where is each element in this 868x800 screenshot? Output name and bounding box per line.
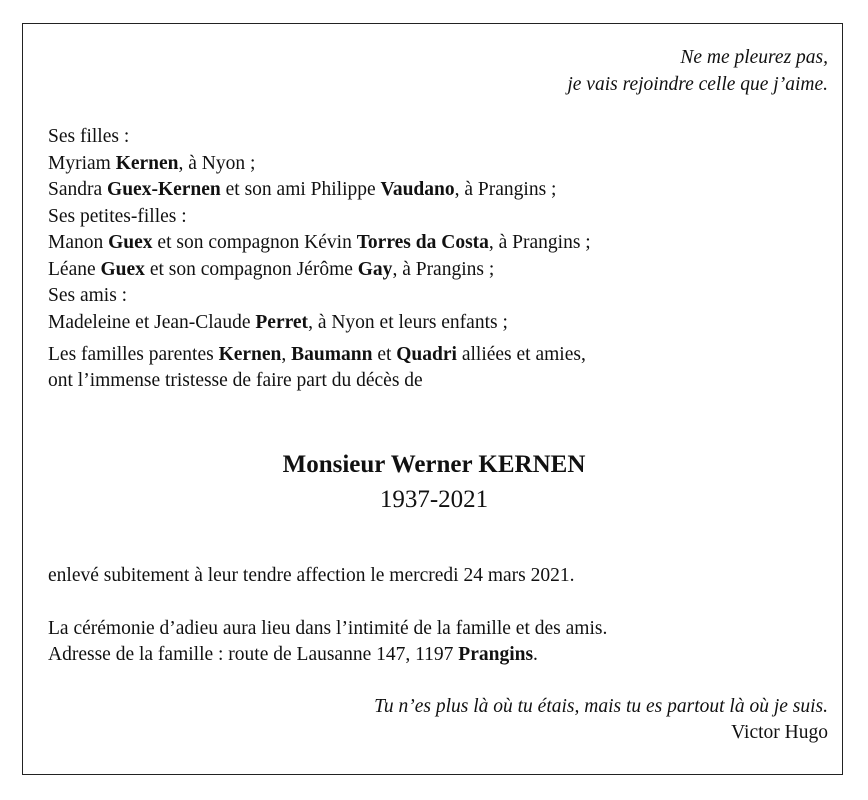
family-line	[48, 310, 508, 336]
text-segment: alliées et amies,	[456, 344, 586, 365]
family-line	[48, 151, 255, 177]
closing-quote: Tu n’es plus là où tu étais, mais tu es partout là où je suis.	[374, 696, 828, 717]
family-line	[48, 257, 494, 283]
bold-name: Guex-Kernen	[107, 179, 221, 200]
text-segment: Ses amis :	[48, 285, 128, 306]
bold-name: Prangins	[458, 644, 534, 665]
text-segment: Madeleine et Jean-Claude	[48, 312, 256, 333]
deceased-name: Monsieur Werner KERNEN	[282, 451, 586, 478]
family-line	[48, 177, 556, 203]
bold-name: Torres da Costa	[356, 232, 489, 253]
epigraph-line-2: je vais rejoindre celle que j’aime.	[567, 74, 828, 95]
bold-name: Kernen	[115, 153, 179, 174]
text-segment: Léane	[48, 259, 101, 280]
text-segment: et son compagnon Kévin	[152, 232, 357, 253]
bold-name: Guex	[100, 259, 145, 280]
text-segment: et son compagnon Jérôme	[144, 259, 358, 280]
family-line	[48, 230, 591, 256]
text-segment: , à Prangins ;	[488, 232, 591, 253]
passing-line: enlevé subitement à leur tendre affection le mercredi 24 mars 2021.	[48, 565, 575, 586]
family-line	[48, 204, 187, 230]
text-segment: Ses filles :	[48, 126, 130, 147]
deceased-years: 1937-2021	[379, 486, 489, 513]
bold-name: Baumann	[291, 344, 373, 365]
announcement-line	[48, 368, 423, 394]
text-segment: ,	[281, 344, 292, 365]
quote-author: Victor Hugo	[731, 722, 828, 743]
text-segment: Manon	[48, 232, 109, 253]
text-segment: Myriam	[48, 153, 116, 174]
bold-name: Quadri	[396, 344, 457, 365]
text-segment: Sandra	[48, 179, 108, 200]
text-segment: , à Nyon ;	[178, 153, 256, 174]
ceremony-line	[48, 616, 607, 642]
text-segment: ont l’immense tristesse de faire part du décès de	[48, 370, 423, 391]
text-segment: Les familles parentes	[48, 344, 219, 365]
ceremony-address-line	[48, 642, 538, 668]
bold-name: Kernen	[218, 344, 282, 365]
announcement-line	[48, 342, 586, 368]
text-segment: Adresse de la famille : route de Lausanne 147, 1197	[48, 644, 459, 665]
epigraph-line-1: Ne me pleurez pas,	[680, 47, 828, 68]
family-line	[48, 283, 127, 309]
text-segment: et	[372, 344, 397, 365]
bold-name: Gay	[357, 259, 393, 280]
text-segment: , à Prangins ;	[454, 179, 557, 200]
text-segment: et son ami Philippe	[220, 179, 381, 200]
text-segment: , à Prangins ;	[392, 259, 495, 280]
bold-name: Vaudano	[380, 179, 455, 200]
text-segment: , à Nyon et leurs enfants ;	[308, 312, 508, 333]
bold-name: Perret	[255, 312, 309, 333]
family-line	[48, 124, 129, 150]
text-segment: Ses petites-filles :	[48, 206, 187, 227]
text-segment: La cérémonie d’adieu aura lieu dans l’intimité de la famille et des amis.	[48, 618, 608, 639]
bold-name: Guex	[108, 232, 153, 253]
text-segment: .	[533, 644, 538, 665]
